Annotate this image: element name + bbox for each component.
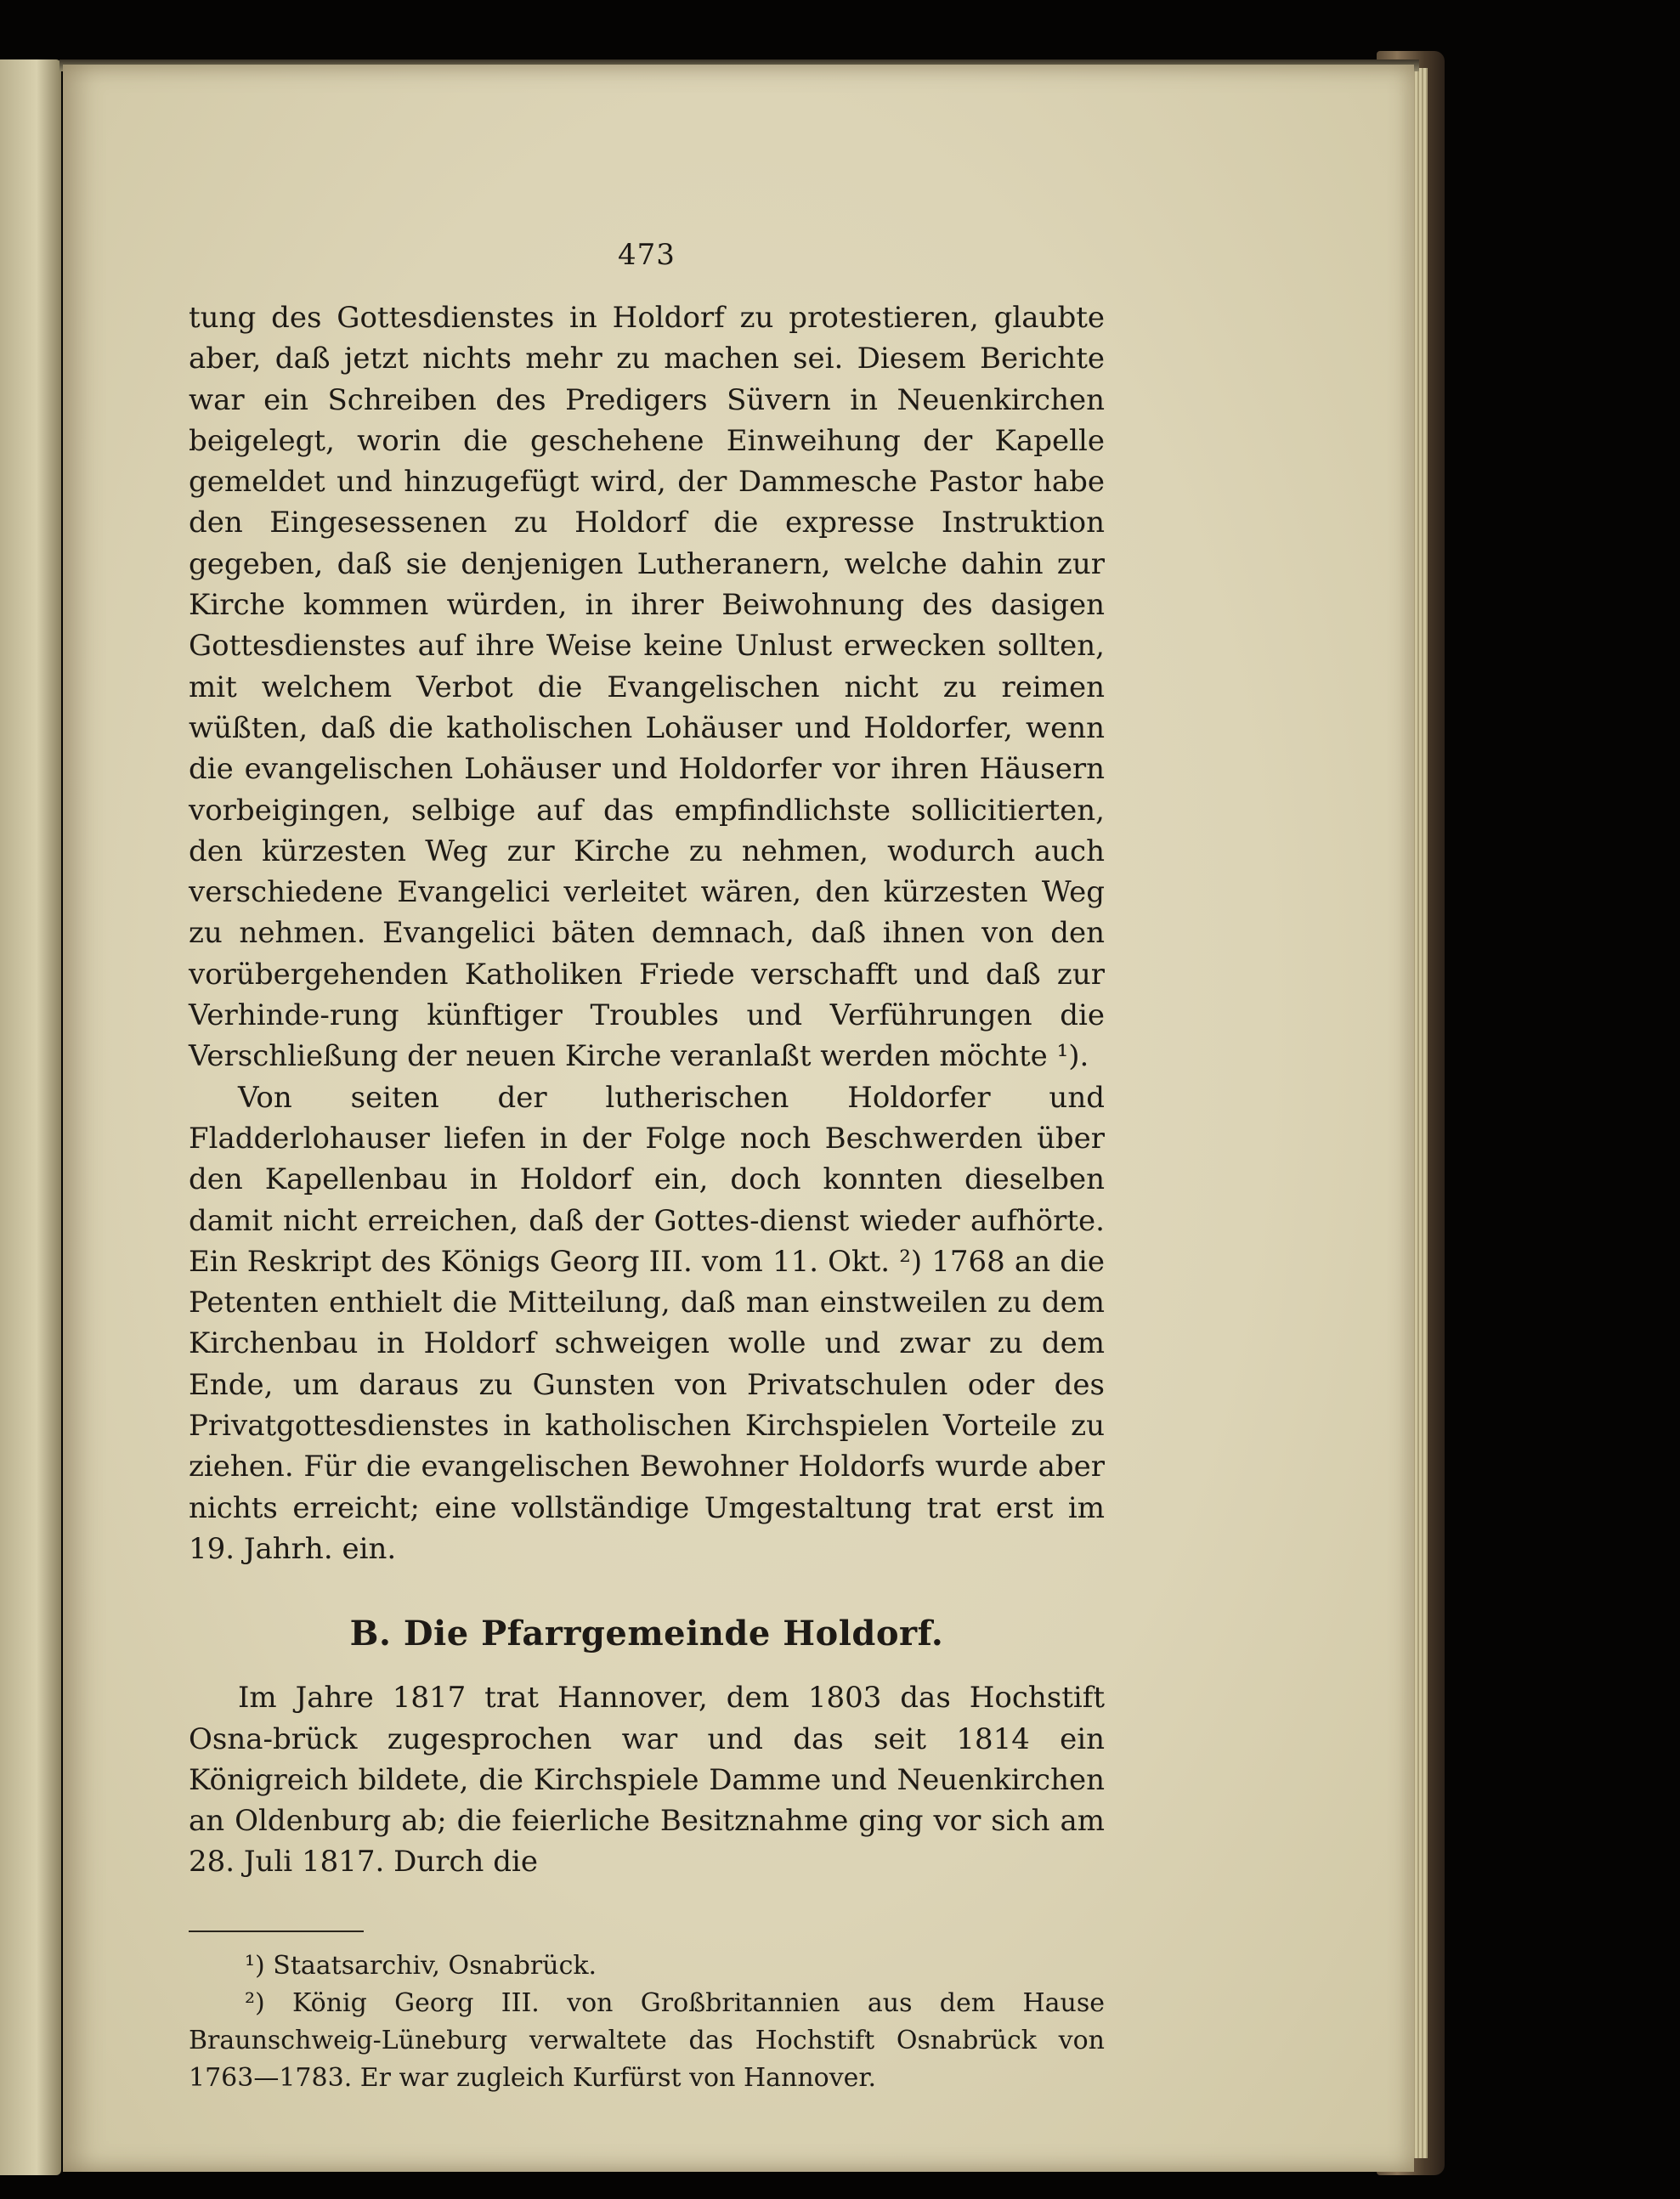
paragraph-continued: tung des Gottesdienstes in Holdorf zu protestieren, glaubte aber, daß jetzt nichts mehr zu machen sei. Diesem Berichte war ein Schreiben des Predigers Süvern in Neuenkirchen beigelegt, worin die geschehene Einweihung der Kapelle gemeldet und hinzugefügt wird, der Dammesche Pastor habe den Eingesessenen zu Holdorf die expresse Instruktion gegeben, daß sie denjenigen Lutheranern, welche dahin zur Kirche kommen würden, in ihrer Beiwohnung des dasigen Gottesdienstes auf ihre Weise keine Unlust erwecken sollten, mit welchem Verbot die Evangelischen nicht zu reimen wüßten, daß die katholischen Lohäuser und Holdorfer, wenn die evangelischen Lohäuser und Holdorfer vor ihren Häusern vorbeigingen, selbige auf das empfindlichste sollicitierten, den kürzesten Weg zur Kirche zu nehmen, wodurch auch verschiedene Evangelici verleitet wären, den kürzesten Weg zu nehmen. Evangelici bäten demnach, daß ihnen von den vorübergehenden Katholiken Friede verschafft und daß zur Verhinde-rung künftiger Troubles und Verführungen die Verschließung der neuen Kirche veranlaßt werden möchte ¹). [189, 301, 1105, 1074]
paragraph: Von seiten der lutherischen Holdorfer und Fladderlohauser liefen in der Folge noch Beschwerden über den Kapellenbau in Holdorf ein, doch konnten dieselben damit nicht erreichen, daß der Gottes-dienst wieder aufhörte. Ein Reskript des Königs Georg III. vom 11. Okt. ²) 1768 an die Petenten enthielt die Mitteilung, daß man einstweilen zu dem Kirchenbau in Holdorf schweigen wolle und zwar zu dem Ende, um daraus zu Gunsten von Privatschulen oder des Privatgottesdienstes in katholischen Kirchspielen Vorteile zu ziehen. Für die evangelischen Bewohner Holdorfs wurde aber nichts erreicht; eine vollständige Umgestaltung trat erst im 19. Jahrh. ein. [189, 1080, 1105, 1566]
page-content [189, 238, 1105, 2097]
footnote-1: ¹) Staatsarchiv, Osnabrück. [245, 1950, 597, 1981]
page-number: 473 [618, 238, 676, 272]
section-paragraph: Im Jahre 1817 trat Hannover, dem 1803 das Hochstift Osna-brück zugesprochen war und das seit 1814 ein Königreich bildete, die Kirchspiele Damme und Neuenkirchen an Oldenburg ab; die feierliche Besitznahme ging vor sich am 28. Juli 1817. Durch die [189, 1681, 1105, 1880]
previous-page-edge [0, 59, 61, 2175]
footnote-2: ²) König Georg III. von Großbritannien aus dem Hause Braunschweig-Lüneburg verwaltete das Hochstift Osnabrück von 1763—1783. Er war zugleich Kurfürst von Hannover. [189, 1987, 1105, 2093]
footnote-divider [189, 1930, 364, 1932]
section-heading: B. Die Pfarrgemeinde Holdorf. [349, 1614, 944, 1654]
